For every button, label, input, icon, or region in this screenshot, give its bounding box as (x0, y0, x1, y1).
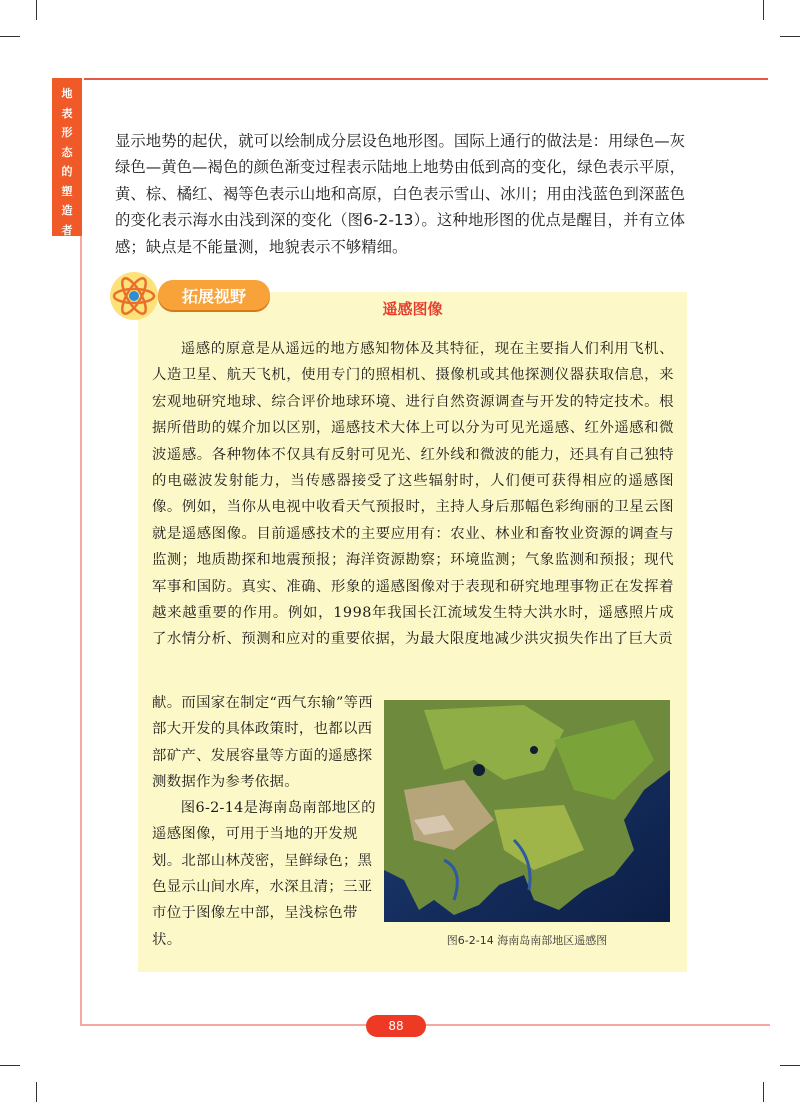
crop-mark (0, 1065, 20, 1066)
wrap-paragraph-2: 图6-2-14是海南岛南部地区的遥感图像，可用于当地的开发规划。北部山林茂密，呈鲜绿色；黑色显示山间水库，水深且清；三亚市位于图像左中部，呈浅棕色带状。 (152, 800, 376, 948)
box-title: 遥感图像 (382, 300, 443, 318)
box-body-text: 遥感的原意是从遥远的地方感知物体及其特征，现在主要指人们利用飞机、人造卫星、航天飞机，使用专门的照相机、摄像机或其他探测仪器获取信息，来宏观地研究地球、综合评价地球环境、进行自然资源调查与开发的特定技术。根据所借助的媒介加以区别，遥感技术大体上可以分为可见光遥感、红外遥感和微波遥感。各种物体不仅具有反射可见光、红外线和微波的能力，还具有自己独特的电磁波发射能力，当传感器接受了这些辐射时，人们便可获得相应的遥感图像。例如，当你从电视中收看天气预报时，主持人身后那幅色彩绚丽的卫星云图就是遥感图像。目前遥感技术的主要应用有：农业、林业和畜牧业资源的调查与监测；地质勘探和地震预报；海洋资源勘察；环境监测；气象监测和预报；现代军事和国防。真实、准确、形象的遥感图像对于表现和研究地理事物正在发挥着越来越重要的作用。例如，1998年我国长江流域发生特大洪水时，遥感照片成了水情分析、预测和应对的重要依据，为最大限度地减少洪灾损失作出了巨大贡 (152, 341, 674, 648)
side-rule (80, 236, 82, 1026)
side-tab-char: 表 (61, 106, 73, 120)
side-tab-char: 塑 (61, 184, 73, 198)
side-tab-char: 的 (61, 165, 73, 178)
crop-mark (780, 36, 800, 37)
crop-mark (36, 1082, 37, 1102)
side-tab-char: 者 (61, 223, 73, 237)
wrap-paragraph-1: 献。而国家在制定“西气东输”等西部大开发的具体政策时，也都以西部矿产、发展容量等方面的遥感探测数据作为参考依据。 (152, 695, 373, 790)
section-badge: 拓展视野 (158, 280, 270, 310)
chapter-side-tab (52, 78, 82, 236)
side-tab-char: 形 (61, 126, 73, 139)
side-tab-char: 造 (61, 204, 73, 217)
side-tab-char: 态 (61, 145, 73, 159)
page-number: 88 (366, 1015, 426, 1037)
intro-paragraph: 显示地势的起伏，就可以绘制成分层设色地形图。国际上通行的做法是：用绿色—灰绿色—黄色—褐色的颜色渐变过程表示陆地上地势由低到高的变化，绿色表示平原，黄、棕、橘红、褐等色表示山地和高原，白色表示雪山、冰川；用由浅蓝色到深蓝色的变化表示海水由浅到深的变化（图6-2-13）。这种地形图的优点是醒目，并有立体感；缺点是不能量测，地貌表示不够精细。 (115, 132, 685, 256)
crop-mark (36, 0, 37, 20)
figure-caption: 图6-2-14 海南岛南部地区遥感图 (446, 934, 608, 947)
side-tab-char: 地 (61, 87, 73, 100)
crop-mark (763, 0, 764, 20)
remote-sensing-image (384, 700, 670, 922)
wrap-text-column (152, 690, 378, 953)
crop-mark (780, 1065, 800, 1066)
box-body-paragraph (152, 336, 674, 653)
crop-mark (763, 1082, 764, 1102)
crop-mark (0, 36, 20, 37)
header-rule (84, 78, 768, 80)
